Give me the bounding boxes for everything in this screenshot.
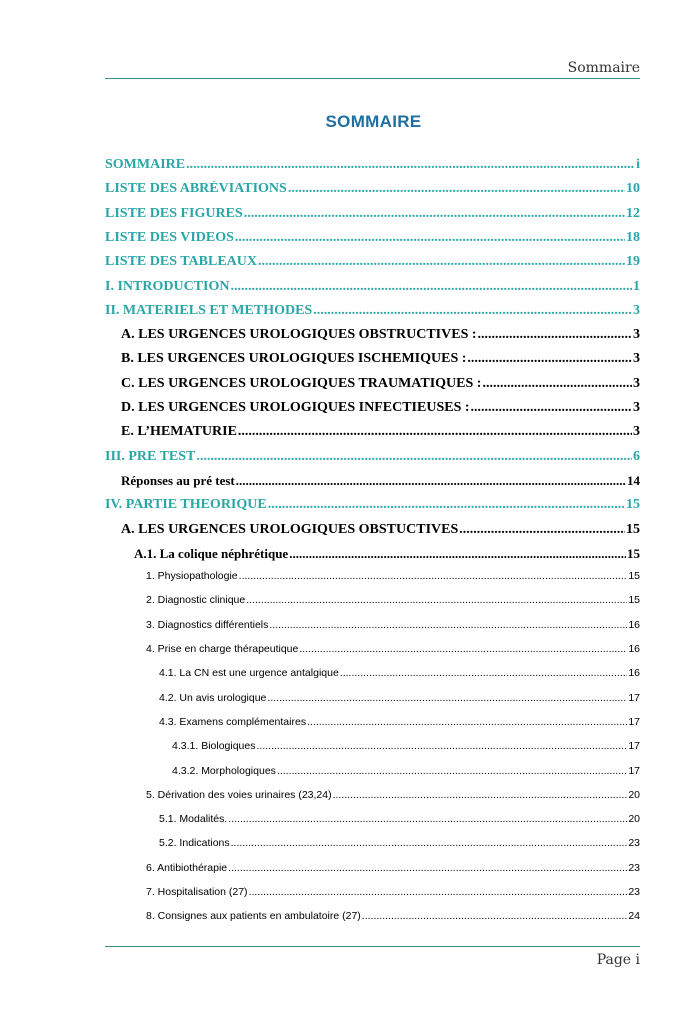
toc-entry-page: 23 [628, 886, 640, 898]
toc-entry-label: C. LES URGENCES UROLOGIQUES TRAUMATIQUES : [121, 375, 482, 391]
toc-leader-dots [269, 619, 627, 631]
toc-entry-page: 14 [627, 472, 640, 488]
toc-entry-label: B. LES URGENCES UROLOGIQUES ISCHEMIQUES : [121, 351, 467, 367]
toc-entry-label: A.1. La colique néphrétique [134, 545, 289, 561]
toc-leader-dots [268, 497, 625, 513]
toc-entry[interactable] [146, 643, 640, 655]
toc-entry-page: 15 [626, 497, 640, 513]
toc-entry-label: 5.2. Indications [159, 837, 230, 850]
toc-leader-dots [249, 886, 628, 898]
toc-entry-page: 3 [633, 327, 640, 343]
toc-entry-label: Réponses au pré test [121, 472, 235, 488]
toc-leader-dots [235, 230, 625, 246]
toc-entry[interactable] [105, 157, 640, 173]
toc-leader-dots [277, 765, 627, 777]
toc-entry-page: 15 [627, 545, 640, 561]
toc-entry[interactable] [121, 327, 640, 343]
toc-entry-label: III. PRE TEST [105, 448, 196, 464]
toc-leader-dots [228, 813, 627, 825]
toc-leader-dots [256, 740, 627, 752]
toc-leader-dots [196, 449, 632, 465]
toc-entry-label: 4.3.1. Biologiques [172, 740, 256, 753]
toc-entry-page: 12 [626, 205, 640, 221]
toc-entry[interactable] [146, 886, 640, 898]
toc-entry-page: 23 [628, 837, 640, 850]
toc-entry-label: LISTE DES TABLEAUX [105, 254, 257, 270]
toc-leader-dots [267, 692, 627, 704]
toc-entry[interactable] [134, 546, 640, 562]
toc-entry-page: 3 [633, 424, 640, 440]
toc-entry[interactable] [121, 522, 640, 538]
toc-entry-label: 4.2. Un avis urologique [159, 691, 267, 704]
toc-entry-label: II. MATERIELS ET METHODES [105, 302, 313, 318]
page-number: Page i [596, 952, 640, 968]
toc-entry[interactable] [105, 254, 640, 270]
toc-entry[interactable] [121, 400, 640, 416]
toc-entry-label: A. LES URGENCES UROLOGIQUES OBSTUCTIVES [121, 521, 459, 537]
toc-entry-page: i [636, 157, 640, 172]
toc-entry-page: 18 [626, 229, 640, 245]
toc-entry-page: 16 [628, 618, 640, 631]
toc-entry[interactable] [146, 594, 640, 606]
toc-leader-dots [362, 910, 628, 922]
toc-leader-dots [186, 157, 635, 173]
toc-entry-page: 17 [628, 740, 640, 753]
running-header: Sommaire [567, 60, 640, 76]
toc-entry[interactable] [159, 692, 640, 704]
toc-entry-label: 4.1. La CN est une urgence antalgique [159, 667, 339, 680]
toc-entry-label: LISTE DES VIDEOS [105, 229, 234, 245]
page-title: SOMMAIRE [325, 112, 422, 131]
toc-entry-page: 3 [633, 351, 640, 367]
toc-entry-page: 15 [628, 570, 640, 583]
toc-entry[interactable] [121, 376, 640, 392]
toc-leader-dots [478, 327, 632, 343]
toc-leader-dots [258, 254, 625, 270]
toc-entry[interactable] [146, 619, 640, 631]
toc-leader-dots [236, 473, 626, 489]
toc-entry[interactable] [105, 449, 640, 465]
toc-entry[interactable] [159, 837, 640, 849]
toc-leader-dots [231, 837, 628, 849]
toc-entry-page: 1 [633, 278, 640, 294]
toc-leader-dots [289, 546, 626, 562]
toc-entry-page: 3 [633, 400, 640, 415]
toc-entry[interactable] [146, 862, 640, 874]
toc-entry[interactable] [159, 813, 640, 825]
toc-entry[interactable] [121, 424, 640, 440]
toc-entry-label: 6. Antibiothérapie [146, 861, 228, 874]
toc-leader-dots [246, 594, 627, 606]
toc-leader-dots [238, 424, 632, 440]
toc-entry-label: I. INTRODUCTION [105, 278, 230, 294]
toc-leader-dots [313, 303, 632, 319]
toc-entry[interactable] [105, 206, 640, 222]
toc-leader-dots [228, 862, 627, 874]
toc-leader-dots [299, 643, 627, 655]
toc-entry-page: 3 [633, 375, 640, 391]
toc-entry-label: 7. Hospitalisation (27) [146, 886, 248, 898]
toc-entry-page: 10 [626, 181, 640, 197]
toc-entry-label: D. LES URGENCES UROLOGIQUES INFECTIEUSES : [121, 400, 470, 415]
toc-entry[interactable] [121, 473, 640, 489]
toc-entry-label: 5. Dérivation des voies urinaires (23,24) [146, 788, 332, 801]
toc-entry-label: SOMMAIRE [105, 157, 186, 172]
toc-entry[interactable] [146, 789, 640, 801]
toc-entry-label: A. LES URGENCES UROLOGIQUES OBSTRUCTIVES : [121, 327, 477, 343]
toc-entry-page: 16 [628, 667, 640, 680]
toc-entry[interactable] [105, 497, 640, 513]
toc-entry-label: IV. PARTIE THEORIQUE [105, 497, 267, 513]
toc-entry-label: LISTE DES FIGURES [105, 205, 243, 221]
toc-entry-page: 15 [628, 594, 640, 607]
toc-entry-page: 16 [628, 643, 640, 655]
toc-entry-label: 4.3.2. Morphologiques [172, 764, 276, 777]
toc-entry[interactable] [105, 230, 640, 246]
toc-entry[interactable] [105, 279, 640, 295]
toc-entry-label: 4.3. Examens complémentaires [159, 715, 307, 728]
toc-entry-page: 23 [628, 861, 640, 874]
toc-entry[interactable] [159, 667, 640, 679]
toc-leader-dots [230, 279, 632, 295]
toc-entry[interactable] [146, 570, 640, 582]
toc-entry-page: 24 [628, 910, 640, 923]
toc-entry[interactable] [105, 303, 640, 319]
toc-entry[interactable] [172, 740, 640, 752]
toc-entry-page: 17 [628, 764, 640, 777]
toc-entry-page: 19 [626, 254, 640, 270]
toc-entry[interactable] [146, 910, 640, 922]
toc-entry-page: 3 [633, 302, 640, 318]
toc-entry-label: 2. Diagnostic clinique [146, 594, 246, 607]
toc-leader-dots [459, 522, 625, 538]
toc-entry[interactable] [159, 716, 640, 728]
toc-entry-page: 6 [633, 448, 640, 464]
toc-leader-dots [288, 181, 625, 197]
toc-leader-dots [244, 206, 625, 222]
toc-entry-label: 4. Prise en charge thérapeutique [146, 643, 299, 655]
toc-leader-dots [467, 351, 632, 367]
toc-entry-label: E. L’HEMATURIE [121, 424, 237, 440]
toc-entry-page: 17 [628, 715, 640, 728]
toc-entry-label: 8. Consignes aux patients en ambulatoire (27) [146, 910, 361, 923]
toc-leader-dots [340, 667, 628, 679]
toc-entry-page: 15 [626, 521, 640, 537]
toc-leader-dots [482, 376, 632, 392]
toc-entry-label: 1. Physiopathologie [146, 570, 238, 583]
toc-entry[interactable] [172, 765, 640, 777]
toc-entry-label: 5.1. Modalités. [159, 813, 228, 826]
toc-entry-page: 17 [628, 691, 640, 704]
toc-entry-label: LISTE DES ABRÉVIATIONS [105, 181, 287, 197]
toc-entry[interactable] [105, 181, 640, 197]
toc-entry-label: 3. Diagnostics différentiels [146, 618, 269, 631]
toc-leader-dots [307, 716, 627, 728]
toc-entry-page: 20 [628, 813, 640, 826]
toc-leader-dots [239, 570, 628, 582]
toc-entry-page: 20 [628, 788, 640, 801]
footer-rule [105, 946, 640, 947]
toc-leader-dots [333, 789, 628, 801]
toc-leader-dots [471, 400, 632, 416]
toc-entry[interactable] [121, 351, 640, 367]
